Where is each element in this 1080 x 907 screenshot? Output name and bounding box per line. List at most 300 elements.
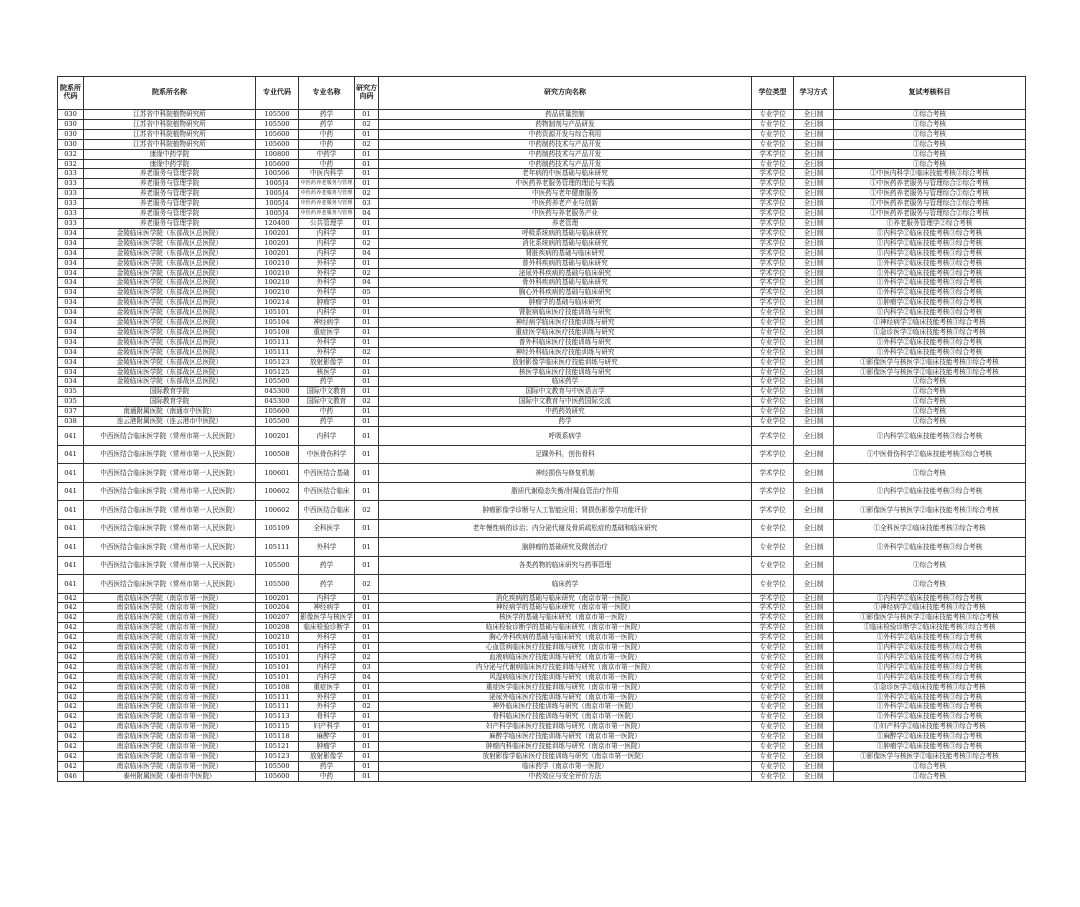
major-name-cell: 外科学 xyxy=(299,268,355,278)
major-code-cell: 105109 xyxy=(256,519,299,538)
dept-code-cell: 035 xyxy=(58,397,84,407)
direction-code-cell: 02 xyxy=(355,238,379,248)
dept-name-cell: 中西医结合临床医学院（常州市第一人民医院） xyxy=(84,427,256,446)
study-mode-cell: 全日制 xyxy=(794,682,834,692)
direction-code-cell: 03 xyxy=(355,662,379,672)
major-name-cell: 中医药养老服务与管理 xyxy=(299,179,355,189)
exam-subjects-cell: ①外科学②临床技能考核③综合考核 xyxy=(834,538,1026,557)
exam-subjects-cell: ①综合考核 xyxy=(834,119,1026,129)
study-mode-cell: 全日制 xyxy=(794,407,834,417)
exam-subjects-cell: ①麻醉学②临床技能考核③综合考核 xyxy=(834,732,1026,742)
major-name-cell: 外科学 xyxy=(299,258,355,268)
exam-subjects-cell: ①急诊医学②临床技能考核③综合考核 xyxy=(834,682,1026,692)
study-mode-cell: 全日制 xyxy=(794,643,834,653)
dept-code-cell: 034 xyxy=(58,278,84,288)
major-code-cell: 100201 xyxy=(256,248,299,258)
dept-code-cell: 042 xyxy=(58,682,84,692)
exam-subjects-cell: ①综合考核 xyxy=(834,159,1026,169)
exam-subjects-cell: ①外科学②临床技能考核③综合考核 xyxy=(834,258,1026,268)
major-code-cell: 100201 xyxy=(256,228,299,238)
table-row xyxy=(58,258,1026,268)
major-code-cell: 105101 xyxy=(256,662,299,672)
table-row xyxy=(58,407,1026,417)
table-row xyxy=(58,427,1026,446)
major-name-cell: 中医内科学 xyxy=(299,169,355,179)
table-row xyxy=(58,445,1026,464)
major-name-cell: 公共管理学 xyxy=(299,218,355,228)
degree-type-cell: 专业学位 xyxy=(752,556,794,575)
dept-name-cell: 金陵临床医学院（东部战区总医院） xyxy=(84,238,256,248)
table-row xyxy=(58,129,1026,139)
direction-code-cell: 02 xyxy=(355,702,379,712)
direction-name-cell: 老年病的中医基础与临床研究 xyxy=(379,169,752,179)
table-row xyxy=(58,159,1026,169)
study-mode-cell: 全日制 xyxy=(794,318,834,328)
major-code-cell: 120400 xyxy=(256,218,299,228)
dept-code-cell: 034 xyxy=(58,268,84,278)
table-row xyxy=(58,308,1026,318)
table-row xyxy=(58,482,1026,501)
dept-name-cell: 金陵临床医学院（东部战区总医院） xyxy=(84,288,256,298)
dept-code-cell: 042 xyxy=(58,633,84,643)
exam-subjects-cell: ①外科学②临床技能考核③综合考核 xyxy=(834,633,1026,643)
major-name-cell: 中医药养老服务与管理 xyxy=(299,189,355,199)
study-mode-cell: 全日制 xyxy=(794,199,834,209)
table-row xyxy=(58,538,1026,557)
direction-code-cell: 01 xyxy=(355,482,379,501)
study-mode-cell: 全日制 xyxy=(794,623,834,633)
direction-name-cell: 中药效应与安全评价方法 xyxy=(379,771,752,781)
degree-type-cell: 专业学位 xyxy=(752,347,794,357)
study-mode-cell: 全日制 xyxy=(794,189,834,199)
study-mode-cell: 全日制 xyxy=(794,633,834,643)
dept-code-cell: 034 xyxy=(58,238,84,248)
dept-name-cell: 养老服务与管理学院 xyxy=(84,218,256,228)
exam-subjects-cell: ①综合考核 xyxy=(834,110,1026,120)
degree-type-cell: 学术学位 xyxy=(752,169,794,179)
dept-name-cell: 国际教育学院 xyxy=(84,397,256,407)
direction-code-cell: 01 xyxy=(355,149,379,159)
exam-subjects-cell: ①内科学②临床技能考核③综合考核 xyxy=(834,482,1026,501)
table-row xyxy=(58,519,1026,538)
direction-name-cell: 药物制剂与产品研发 xyxy=(379,119,752,129)
direction-code-cell: 02 xyxy=(355,347,379,357)
direction-code-cell: 02 xyxy=(355,501,379,520)
direction-name-cell: 临床检验诊断学的基础与临床研究（南京市第一医院） xyxy=(379,623,752,633)
dept-name-cell: 连云港附属医院（连云港市中医院） xyxy=(84,417,256,427)
major-code-cell: 100210 xyxy=(256,268,299,278)
major-code-cell: 105600 xyxy=(256,407,299,417)
major-name-cell: 妇产科学 xyxy=(299,722,355,732)
dept-name-cell: 中西医结合临床医学院（常州市第一人民医院） xyxy=(84,464,256,483)
study-mode-cell: 全日制 xyxy=(794,337,834,347)
direction-code-cell: 04 xyxy=(355,278,379,288)
exam-subjects-cell: ①外科学②临床技能考核③综合考核 xyxy=(834,347,1026,357)
major-code-cell: 105123 xyxy=(256,357,299,367)
exam-subjects-cell: ①综合考核 xyxy=(834,407,1026,417)
dept-code-cell: 042 xyxy=(58,692,84,702)
major-name-cell: 内科学 xyxy=(299,593,355,603)
exam-subjects-cell: ①肿瘤学②临床技能考核③综合考核 xyxy=(834,742,1026,752)
dept-name-cell: 金陵临床医学院（东部战区总医院） xyxy=(84,347,256,357)
dept-code-cell: 042 xyxy=(58,613,84,623)
exam-subjects-cell: ①急诊医学②临床技能考核③综合考核 xyxy=(834,327,1026,337)
table-row xyxy=(58,149,1026,159)
direction-name-cell: 普外科临床医疗技能训练与研究 xyxy=(379,337,752,347)
dept-name-cell: 南京临床医学院（南京市第一医院） xyxy=(84,722,256,732)
major-code-cell: 105101 xyxy=(256,652,299,662)
table-row xyxy=(58,722,1026,732)
major-name-cell: 外科学 xyxy=(299,347,355,357)
direction-code-cell: 04 xyxy=(355,672,379,682)
study-mode-cell: 全日制 xyxy=(794,702,834,712)
direction-code-cell: 05 xyxy=(355,288,379,298)
direction-name-cell: 肾脏疾病的基础与临床研究 xyxy=(379,248,752,258)
degree-type-cell: 专业学位 xyxy=(752,110,794,120)
table-row xyxy=(58,327,1026,337)
major-code-cell: 100210 xyxy=(256,258,299,268)
degree-type-cell: 专业学位 xyxy=(752,538,794,557)
degree-type-cell: 学术学位 xyxy=(752,298,794,308)
table-row xyxy=(58,633,1026,643)
major-name-cell: 神经病学 xyxy=(299,318,355,328)
direction-name-cell: 脂质代谢稳态失衡/肘凝血管治疗作用 xyxy=(379,482,752,501)
major-name-cell: 中医药养老服务与管理 xyxy=(299,209,355,219)
study-mode-cell: 全日制 xyxy=(794,593,834,603)
study-mode-cell: 全日制 xyxy=(794,742,834,752)
table-row xyxy=(58,377,1026,387)
degree-type-cell: 专业学位 xyxy=(752,692,794,702)
exam-subjects-cell: ①综合考核 xyxy=(834,417,1026,427)
table-row xyxy=(58,623,1026,633)
degree-type-cell: 学术学位 xyxy=(752,288,794,298)
dept-name-cell: 南京临床医学院（南京市第一医院） xyxy=(84,712,256,722)
table-row xyxy=(58,298,1026,308)
study-mode-cell: 全日制 xyxy=(794,417,834,427)
direction-code-cell: 01 xyxy=(355,357,379,367)
major-name-cell: 中西医结合临床 xyxy=(299,501,355,520)
direction-code-cell: 01 xyxy=(355,110,379,120)
dept-code-cell: 030 xyxy=(58,110,84,120)
study-mode-cell: 全日制 xyxy=(794,258,834,268)
direction-name-cell: 临床药学 xyxy=(379,377,752,387)
degree-type-cell: 学术学位 xyxy=(752,209,794,219)
direction-code-cell: 01 xyxy=(355,387,379,397)
column-header: 学习方式 xyxy=(794,77,834,110)
direction-name-cell: 胸心外科疾病的基础与临床研究 xyxy=(379,288,752,298)
dept-code-cell: 030 xyxy=(58,129,84,139)
exam-subjects-cell: ①综合考核 xyxy=(834,575,1026,594)
table-row xyxy=(58,702,1026,712)
major-code-cell: 105108 xyxy=(256,682,299,692)
direction-name-cell: 消化疾病的基础与临床研究（南京市第一医院） xyxy=(379,593,752,603)
direction-code-cell: 01 xyxy=(355,337,379,347)
direction-code-cell: 01 xyxy=(355,633,379,643)
major-name-cell: 重症医学 xyxy=(299,327,355,337)
table-row xyxy=(58,613,1026,623)
study-mode-cell: 全日制 xyxy=(794,712,834,722)
dept-code-cell: 041 xyxy=(58,482,84,501)
major-code-cell: 105108 xyxy=(256,327,299,337)
table-row xyxy=(58,417,1026,427)
dept-name-cell: 金陵临床医学院（东部战区总医院） xyxy=(84,327,256,337)
degree-type-cell: 专业学位 xyxy=(752,407,794,417)
dept-code-cell: 041 xyxy=(58,556,84,575)
major-name-cell: 神经病学 xyxy=(299,603,355,613)
major-code-cell: 105113 xyxy=(256,712,299,722)
major-code-cell: 100201 xyxy=(256,238,299,248)
exam-subjects-cell: ①内科学②临床技能考核③综合考核 xyxy=(834,672,1026,682)
dept-code-cell: 041 xyxy=(58,538,84,557)
direction-code-cell: 01 xyxy=(355,556,379,575)
major-code-cell: 105111 xyxy=(256,702,299,712)
table-row xyxy=(58,288,1026,298)
major-code-cell: 100602 xyxy=(256,482,299,501)
table-row xyxy=(58,575,1026,594)
table-row xyxy=(58,771,1026,781)
dept-code-cell: 033 xyxy=(58,179,84,189)
dept-code-cell: 042 xyxy=(58,623,84,633)
dept-name-cell: 中西医结合临床医学院（常州市第一人民医院） xyxy=(84,575,256,594)
direction-name-cell: 神经病学的基础与临床研究（南京市第一医院） xyxy=(379,603,752,613)
dept-code-cell: 034 xyxy=(58,327,84,337)
major-name-cell: 中药 xyxy=(299,159,355,169)
study-mode-cell: 全日制 xyxy=(794,288,834,298)
degree-type-cell: 专业学位 xyxy=(752,575,794,594)
major-name-cell: 内科学 xyxy=(299,308,355,318)
dept-code-cell: 034 xyxy=(58,298,84,308)
dept-name-cell: 金陵临床医学院（东部战区总医院） xyxy=(84,377,256,387)
direction-name-cell: 肿瘤学的基础与临床研究 xyxy=(379,298,752,308)
direction-name-cell: 中药资源开发与综合利用 xyxy=(379,129,752,139)
major-code-cell: 1005J4 xyxy=(256,189,299,199)
direction-name-cell: 普外科疾病的基础与临床研究 xyxy=(379,258,752,268)
major-code-cell: 105111 xyxy=(256,692,299,702)
table-row xyxy=(58,593,1026,603)
direction-name-cell: 中医药养老服务管理的理论与实践 xyxy=(379,179,752,189)
table-row xyxy=(58,682,1026,692)
degree-type-cell: 学术学位 xyxy=(752,228,794,238)
direction-name-cell: 各类药物的临床研究与药事管理 xyxy=(379,556,752,575)
direction-name-cell: 消化系统病的基础与临床研究 xyxy=(379,238,752,248)
major-code-cell: 105500 xyxy=(256,556,299,575)
direction-code-cell: 01 xyxy=(355,228,379,238)
major-code-cell: 100201 xyxy=(256,427,299,446)
dept-code-cell: 034 xyxy=(58,248,84,258)
major-code-cell: 105101 xyxy=(256,643,299,653)
direction-name-cell: 足踝外科，创伤骨科 xyxy=(379,445,752,464)
major-code-cell: 105123 xyxy=(256,752,299,762)
dept-code-cell: 041 xyxy=(58,445,84,464)
degree-type-cell: 专业学位 xyxy=(752,672,794,682)
dept-name-cell: 金陵临床医学院（东部战区总医院） xyxy=(84,367,256,377)
exam-subjects-cell: ①内科学②临床技能考核③综合考核 xyxy=(834,593,1026,603)
direction-code-cell: 01 xyxy=(355,129,379,139)
dept-code-cell: 042 xyxy=(58,732,84,742)
major-name-cell: 中医药养老服务与管理 xyxy=(299,199,355,209)
dept-name-cell: 国际教育学院 xyxy=(84,387,256,397)
direction-code-cell: 01 xyxy=(355,603,379,613)
column-header: 院系所代码 xyxy=(58,77,84,110)
direction-name-cell: 放射影像学临床医疗技能训练与研究（南京市第一医院） xyxy=(379,752,752,762)
dept-code-cell: 042 xyxy=(58,643,84,653)
direction-name-cell: 放射影像学临床医疗技能训练与研究 xyxy=(379,357,752,367)
dept-code-cell: 035 xyxy=(58,387,84,397)
exam-subjects-cell: ①内科学②临床技能考核③综合考核 xyxy=(834,228,1026,238)
table-row xyxy=(58,556,1026,575)
dept-code-cell: 041 xyxy=(58,519,84,538)
study-mode-cell: 全日制 xyxy=(794,519,834,538)
exam-subjects-cell: ①内科学②临床技能考核③综合考核 xyxy=(834,652,1026,662)
direction-code-cell: 01 xyxy=(355,407,379,417)
dept-name-cell: 金陵临床医学院（东部战区总医院） xyxy=(84,228,256,238)
exam-subjects-cell: ①妇产科学②临床技能考核③综合考核 xyxy=(834,722,1026,732)
column-header: 院系所名称 xyxy=(84,77,256,110)
table-row xyxy=(58,643,1026,653)
direction-name-cell: 肿瘤内科临床医疗技能训练与研究（南京市第一医院） xyxy=(379,742,752,752)
major-code-cell: 105101 xyxy=(256,308,299,318)
direction-name-cell: 中医药与老年健康服务 xyxy=(379,189,752,199)
exam-subjects-cell: ①综合考核 xyxy=(834,129,1026,139)
major-name-cell: 中医骨伤科学 xyxy=(299,445,355,464)
study-mode-cell: 全日制 xyxy=(794,427,834,446)
major-code-cell: 100208 xyxy=(256,623,299,633)
direction-name-cell: 中药制药技术与产品开发 xyxy=(379,159,752,169)
exam-subjects-cell: ①综合考核 xyxy=(834,771,1026,781)
table-row xyxy=(58,199,1026,209)
dept-code-cell: 033 xyxy=(58,199,84,209)
dept-code-cell: 034 xyxy=(58,318,84,328)
study-mode-cell: 全日制 xyxy=(794,129,834,139)
major-name-cell: 内科学 xyxy=(299,672,355,682)
admissions-table xyxy=(57,76,1026,782)
study-mode-cell: 全日制 xyxy=(794,722,834,732)
table-row xyxy=(58,318,1026,328)
direction-code-cell: 01 xyxy=(355,623,379,633)
major-name-cell: 重症医学 xyxy=(299,682,355,692)
dept-name-cell: 南京临床医学院（南京市第一医院） xyxy=(84,593,256,603)
exam-subjects-cell: ①外科学②临床技能考核③综合考核 xyxy=(834,692,1026,702)
major-name-cell: 内科学 xyxy=(299,643,355,653)
major-code-cell: 100210 xyxy=(256,278,299,288)
dept-code-cell: 041 xyxy=(58,575,84,594)
direction-name-cell: 神经外科临床医疗技能训练与研究 xyxy=(379,347,752,357)
major-name-cell: 中药 xyxy=(299,771,355,781)
direction-name-cell: 国际中文教育与中医语言学 xyxy=(379,387,752,397)
degree-type-cell: 学术学位 xyxy=(752,501,794,520)
dept-name-cell: 南京临床医学院（南京市第一医院） xyxy=(84,613,256,623)
dept-code-cell: 034 xyxy=(58,228,84,238)
direction-name-cell: 中药制药技术与产品开发 xyxy=(379,149,752,159)
dept-name-cell: 金陵临床医学院（东部战区总医院） xyxy=(84,298,256,308)
column-header: 研究方向名称 xyxy=(379,77,752,110)
direction-code-cell: 01 xyxy=(355,761,379,771)
dept-name-cell: 金陵临床医学院（东部战区总医院） xyxy=(84,278,256,288)
major-code-cell: 105118 xyxy=(256,732,299,742)
exam-subjects-cell: ①中医药养老服务与管理综合②综合考核 xyxy=(834,209,1026,219)
dept-name-cell: 江苏省中科院植物研究所 xyxy=(84,129,256,139)
exam-subjects-cell: ①影像医学与核医学②临床技能考核③综合考核 xyxy=(834,752,1026,762)
major-code-cell: 105500 xyxy=(256,110,299,120)
dept-code-cell: 042 xyxy=(58,722,84,732)
study-mode-cell: 全日制 xyxy=(794,159,834,169)
direction-code-cell: 01 xyxy=(355,367,379,377)
major-code-cell: 100601 xyxy=(256,464,299,483)
dept-name-cell: 南京临床医学院（南京市第一医院） xyxy=(84,662,256,672)
table-body xyxy=(58,110,1026,782)
dept-name-cell: 南京临床医学院（南京市第一医院） xyxy=(84,761,256,771)
dept-code-cell: 032 xyxy=(58,149,84,159)
table-row xyxy=(58,238,1026,248)
major-code-cell: 100214 xyxy=(256,298,299,308)
major-name-cell: 国际中文教育 xyxy=(299,397,355,407)
direction-name-cell: 心血管病临床医疗技能训练与研究（南京市第一医院） xyxy=(379,643,752,653)
dept-name-cell: 南京临床医学院（南京市第一医院） xyxy=(84,702,256,712)
dept-code-cell: 034 xyxy=(58,308,84,318)
major-name-cell: 中药学 xyxy=(299,149,355,159)
study-mode-cell: 全日制 xyxy=(794,464,834,483)
major-name-cell: 药学 xyxy=(299,761,355,771)
direction-name-cell: 中医药与养老服务产业 xyxy=(379,209,752,219)
major-name-cell: 骨科学 xyxy=(299,712,355,722)
direction-name-cell: 药品质量控制 xyxy=(379,110,752,120)
major-name-cell: 内科学 xyxy=(299,238,355,248)
table-row xyxy=(58,761,1026,771)
study-mode-cell: 全日制 xyxy=(794,298,834,308)
study-mode-cell: 全日制 xyxy=(794,613,834,623)
table-row xyxy=(58,228,1026,238)
exam-subjects-cell: ①神经病学②临床技能考核③综合考核 xyxy=(834,318,1026,328)
major-code-cell: 045300 xyxy=(256,397,299,407)
dept-code-cell: 034 xyxy=(58,258,84,268)
major-name-cell: 外科学 xyxy=(299,538,355,557)
dept-name-cell: 中西医结合临床医学院（常州市第一人民医院） xyxy=(84,482,256,501)
dept-code-cell: 042 xyxy=(58,752,84,762)
exam-subjects-cell: ①内科学②临床技能考核③综合考核 xyxy=(834,643,1026,653)
direction-code-cell: 01 xyxy=(355,538,379,557)
table-row xyxy=(58,501,1026,520)
table-row xyxy=(58,712,1026,722)
study-mode-cell: 全日制 xyxy=(794,752,834,762)
study-mode-cell: 全日制 xyxy=(794,445,834,464)
exam-subjects-cell: ①综合考核 xyxy=(834,377,1026,387)
major-name-cell: 麻醉学 xyxy=(299,732,355,742)
degree-type-cell: 学术学位 xyxy=(752,427,794,446)
table-row xyxy=(58,139,1026,149)
degree-type-cell: 学术学位 xyxy=(752,482,794,501)
study-mode-cell: 全日制 xyxy=(794,149,834,159)
table-row xyxy=(58,692,1026,702)
major-code-cell: 100210 xyxy=(256,633,299,643)
dept-name-cell: 南京临床医学院（南京市第一医院） xyxy=(84,732,256,742)
major-code-cell: 105115 xyxy=(256,722,299,732)
dept-name-cell: 中西医结合临床医学院（常州市第一人民医院） xyxy=(84,519,256,538)
study-mode-cell: 全日制 xyxy=(794,761,834,771)
dept-name-cell: 金陵临床医学院（东部战区总医院） xyxy=(84,318,256,328)
direction-code-cell: 01 xyxy=(355,258,379,268)
direction-name-cell: 泌尿外科疾病的基础与临床研究 xyxy=(379,268,752,278)
exam-subjects-cell: ①综合考核 xyxy=(834,556,1026,575)
table-row xyxy=(58,357,1026,367)
study-mode-cell: 全日制 xyxy=(794,662,834,672)
direction-code-cell: 01 xyxy=(355,218,379,228)
major-code-cell: 105500 xyxy=(256,119,299,129)
direction-code-cell: 01 xyxy=(355,732,379,742)
major-code-cell: 105101 xyxy=(256,672,299,682)
dept-code-cell: 042 xyxy=(58,672,84,682)
direction-code-cell: 01 xyxy=(355,327,379,337)
direction-code-cell: 02 xyxy=(355,652,379,662)
